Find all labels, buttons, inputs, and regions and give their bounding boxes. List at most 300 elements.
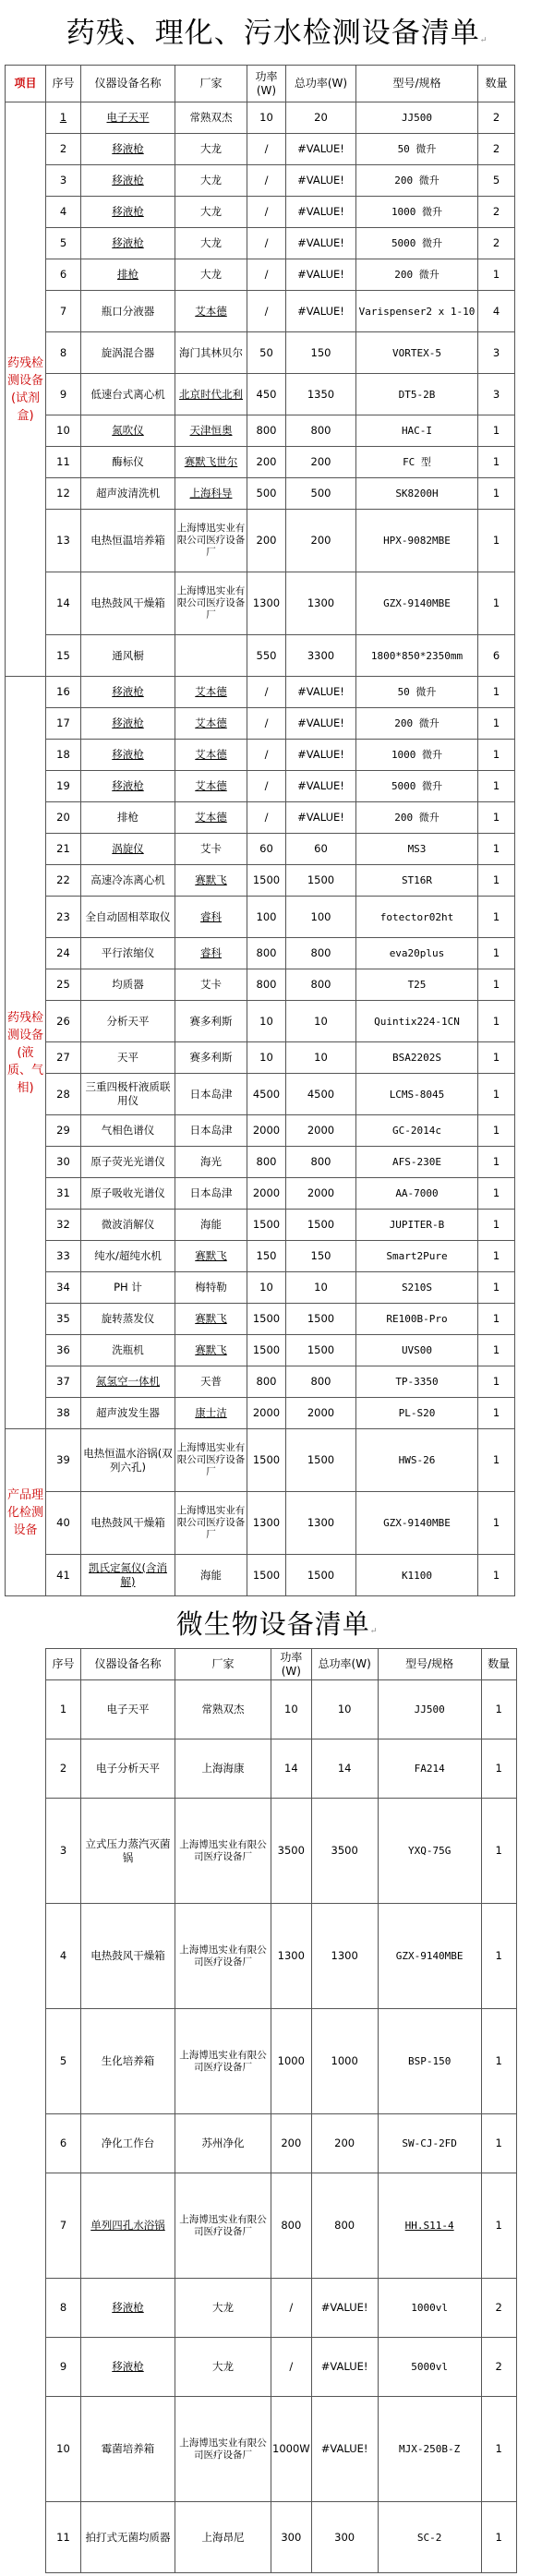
quantity: 2 xyxy=(478,197,515,228)
table-row xyxy=(6,259,515,291)
column-header: 厂家 xyxy=(175,1649,271,1680)
power: / xyxy=(247,259,286,291)
total-power: 1500 xyxy=(286,865,356,897)
total-power: 800 xyxy=(286,1366,356,1398)
power: / xyxy=(247,228,286,259)
manufacturer: 赛默飞 xyxy=(175,865,247,897)
manufacturer: 睿科 xyxy=(175,938,247,969)
model-spec: SW-CJ-2FD xyxy=(378,2114,481,2173)
row-number: 3 xyxy=(46,165,81,197)
row-number: 18 xyxy=(46,740,81,771)
power: / xyxy=(247,197,286,228)
table-row xyxy=(6,102,515,134)
table-row xyxy=(6,1042,515,1074)
equipment-name: 纯水/超纯水机 xyxy=(81,1241,175,1272)
row-number: 30 xyxy=(46,1147,81,1178)
total-power: 3300 xyxy=(286,635,356,677)
table-row xyxy=(6,1555,515,1596)
model-spec: BSP-150 xyxy=(378,2009,481,2114)
total-power: 1300 xyxy=(286,572,356,635)
manufacturer: 上海博迅实业有限公司医疗设备厂 xyxy=(175,1904,271,2009)
model-spec: 5000vl xyxy=(378,2338,481,2397)
manufacturer: 艾卡 xyxy=(175,834,247,865)
manufacturer: 艾本德 xyxy=(175,677,247,708)
table-row xyxy=(6,677,515,708)
row-number: 7 xyxy=(46,291,81,332)
model-spec: TP-3350 xyxy=(356,1366,478,1398)
quantity: 1 xyxy=(478,1429,515,1492)
total-power: 2000 xyxy=(286,1398,356,1429)
equipment-name: 移液枪 xyxy=(81,740,175,771)
quantity: 1 xyxy=(478,1304,515,1335)
quantity: 1 xyxy=(478,969,515,1001)
row-number: 2 xyxy=(46,1739,81,1799)
model-spec: LCMS-8045 xyxy=(356,1074,478,1115)
row-number: 6 xyxy=(46,2114,81,2173)
row-number: 10 xyxy=(46,415,81,447)
total-power: 300 xyxy=(311,2502,378,2573)
equipment-name: 低速台式离心机 xyxy=(81,374,175,415)
total-power: 200 xyxy=(286,447,356,478)
quantity: 1 xyxy=(478,1178,515,1210)
table-row xyxy=(6,771,515,802)
model-spec: RE100B-Pro xyxy=(356,1304,478,1335)
quantity: 1 xyxy=(481,2502,516,2573)
total-power: 4500 xyxy=(286,1074,356,1115)
model-spec: UVS00 xyxy=(356,1335,478,1366)
table-row xyxy=(6,1335,515,1366)
model-spec: Quintix224-1CN xyxy=(356,1001,478,1042)
table-row xyxy=(6,1429,515,1492)
quantity: 1 xyxy=(478,1147,515,1178)
power: 1300 xyxy=(271,1904,312,2009)
row-number: 28 xyxy=(46,1074,81,1115)
manufacturer: 上海博迅实业有限公司医疗设备厂 xyxy=(175,572,247,635)
quantity: 2 xyxy=(481,2279,516,2338)
quantity: 2 xyxy=(478,102,515,134)
model-spec: JJ500 xyxy=(356,102,478,134)
equipment-name: 移液枪 xyxy=(81,165,175,197)
model-spec: 50 微升 xyxy=(356,677,478,708)
equipment-name: 电热恒温水浴锅(双列六孔) xyxy=(81,1429,175,1492)
total-power: #VALUE! xyxy=(286,259,356,291)
row-number: 31 xyxy=(46,1178,81,1210)
quantity: 1 xyxy=(478,1335,515,1366)
model-spec: HPX-9082MBE xyxy=(356,510,478,572)
table-row xyxy=(6,938,515,969)
table-row xyxy=(6,635,515,677)
manufacturer: 天津恒奥 xyxy=(175,415,247,447)
table-row xyxy=(6,802,515,834)
total-power: 150 xyxy=(286,1241,356,1272)
row-number: 8 xyxy=(46,332,81,374)
table-row xyxy=(6,1210,515,1241)
row-number: 23 xyxy=(46,897,81,938)
equipment-name: 全自动固相萃取仪 xyxy=(81,897,175,938)
equipment-name: 单列四孔水浴锅 xyxy=(81,2173,175,2279)
row-number: 4 xyxy=(46,197,81,228)
model-spec: BSA2202S xyxy=(356,1042,478,1074)
manufacturer: 赛多利斯 xyxy=(175,1001,247,1042)
model-spec: 200 微升 xyxy=(356,802,478,834)
model-spec: GC-2014c xyxy=(356,1115,478,1147)
quantity: 1 xyxy=(478,708,515,740)
equipment-name: 移液枪 xyxy=(81,2279,175,2338)
equipment-name: 电热鼓风干燥箱 xyxy=(81,572,175,635)
column-header: 序号 xyxy=(46,66,81,102)
manufacturer: 赛默飞世尔 xyxy=(175,447,247,478)
row-number: 13 xyxy=(46,510,81,572)
model-spec: AA-7000 xyxy=(356,1178,478,1210)
quantity: 1 xyxy=(481,2114,516,2173)
total-power: 100 xyxy=(286,897,356,938)
equipment-name: 洗瓶机 xyxy=(81,1335,175,1366)
equipment-name: 电热恒温培养箱 xyxy=(81,510,175,572)
total-power: 1500 xyxy=(286,1429,356,1492)
manufacturer: 天普 xyxy=(175,1366,247,1398)
model-spec: DT5-2B xyxy=(356,374,478,415)
equipment-name: 酶标仪 xyxy=(81,447,175,478)
model-spec: JUPITER-B xyxy=(356,1210,478,1241)
quantity: 1 xyxy=(478,478,515,510)
table-row xyxy=(46,1904,517,2009)
power: 800 xyxy=(247,415,286,447)
model-spec: HH.S11-4 xyxy=(378,2173,481,2279)
table-row xyxy=(6,969,515,1001)
total-power: #VALUE! xyxy=(286,197,356,228)
row-number: 14 xyxy=(46,572,81,635)
power: / xyxy=(271,2338,312,2397)
model-spec: ST16R xyxy=(356,865,478,897)
quantity: 1 xyxy=(478,1001,515,1042)
total-power: 1500 xyxy=(286,1335,356,1366)
equipment-name: 移液枪 xyxy=(81,771,175,802)
model-spec: MJX-250B-Z xyxy=(378,2397,481,2502)
row-number: 1 xyxy=(46,102,81,134)
row-number: 21 xyxy=(46,834,81,865)
quantity: 1 xyxy=(478,1398,515,1429)
power: 60 xyxy=(247,834,286,865)
table-row xyxy=(6,134,515,165)
equipment-name: 电热鼓风干燥箱 xyxy=(81,1904,175,2009)
power: / xyxy=(247,134,286,165)
model-spec: 1000 微升 xyxy=(356,197,478,228)
quantity: 1 xyxy=(478,415,515,447)
model-spec: HAC-I xyxy=(356,415,478,447)
equipment-name: 净化工作台 xyxy=(81,2114,175,2173)
power: 2000 xyxy=(247,1178,286,1210)
total-power: #VALUE! xyxy=(311,2338,378,2397)
quantity: 1 xyxy=(481,1739,516,1799)
power: 14 xyxy=(271,1739,312,1799)
model-spec: SK8200H xyxy=(356,478,478,510)
table-row xyxy=(6,865,515,897)
power: / xyxy=(247,165,286,197)
manufacturer: 康士洁 xyxy=(175,1398,247,1429)
model-spec: 5000 微升 xyxy=(356,771,478,802)
manufacturer: 上海博迅实业有限公司医疗设备厂 xyxy=(175,1492,247,1555)
model-spec: Varispenser2 x 1-10 xyxy=(356,291,478,332)
table-row xyxy=(46,1739,517,1799)
table-row xyxy=(46,1680,517,1739)
power: / xyxy=(247,291,286,332)
return-mark-icon: ↵ xyxy=(479,36,488,45)
equipment-name: 涡旋仪 xyxy=(81,834,175,865)
table-row xyxy=(6,1272,515,1304)
total-power: #VALUE! xyxy=(286,165,356,197)
row-number: 33 xyxy=(46,1241,81,1272)
row-number: 24 xyxy=(46,938,81,969)
power: 10 xyxy=(247,1001,286,1042)
manufacturer: 上海昂尼 xyxy=(175,2502,271,2573)
quantity: 1 xyxy=(481,1680,516,1739)
model-spec: Smart2Pure xyxy=(356,1241,478,1272)
row-number: 12 xyxy=(46,478,81,510)
equipment-name: 原子荧光光谱仪 xyxy=(81,1147,175,1178)
table-row xyxy=(6,1304,515,1335)
equipment-name: 旋转蒸发仪 xyxy=(81,1304,175,1335)
quantity: 1 xyxy=(478,938,515,969)
total-power: 60 xyxy=(286,834,356,865)
manufacturer: 北京时代北利 xyxy=(175,374,247,415)
quantity: 1 xyxy=(478,1210,515,1241)
column-header: 型号/规格 xyxy=(356,66,478,102)
model-spec: GZX-9140MBE xyxy=(356,572,478,635)
page-title: 药残、理化、污水检测设备清单↵ xyxy=(66,17,488,50)
equipment-name: 移液枪 xyxy=(81,228,175,259)
manufacturer: 海能 xyxy=(175,1210,247,1241)
manufacturer: 上海博迅实业有限公司医疗设备厂 xyxy=(175,2173,271,2279)
column-header: 功率(W) xyxy=(271,1649,312,1680)
equipment-table-1 xyxy=(5,65,515,1596)
equipment-name: 移液枪 xyxy=(81,708,175,740)
power: 1500 xyxy=(247,1335,286,1366)
row-number: 15 xyxy=(46,635,81,677)
equipment-name: 电子天平 xyxy=(81,1680,175,1739)
model-spec: FC 型 xyxy=(356,447,478,478)
quantity: 1 xyxy=(478,1555,515,1596)
total-power: 1500 xyxy=(286,1210,356,1241)
column-header: 仪器设备名称 xyxy=(81,1649,175,1680)
row-number: 38 xyxy=(46,1398,81,1429)
quantity: 1 xyxy=(478,1042,515,1074)
manufacturer: 艾本德 xyxy=(175,708,247,740)
table-row xyxy=(6,374,515,415)
row-number: 7 xyxy=(46,2173,81,2279)
model-spec: 200 微升 xyxy=(356,708,478,740)
row-number: 16 xyxy=(46,677,81,708)
table-row xyxy=(46,1799,517,1904)
manufacturer: 艾本德 xyxy=(175,740,247,771)
row-number: 17 xyxy=(46,708,81,740)
manufacturer: 睿科 xyxy=(175,897,247,938)
power: 10 xyxy=(271,1680,312,1739)
quantity: 1 xyxy=(478,1492,515,1555)
row-number: 36 xyxy=(46,1335,81,1366)
model-spec: 1800*850*2350mm xyxy=(356,635,478,677)
model-spec: MS3 xyxy=(356,834,478,865)
model-spec: GZX-9140MBE xyxy=(356,1492,478,1555)
table-row xyxy=(6,197,515,228)
total-power: #VALUE! xyxy=(286,228,356,259)
quantity: 1 xyxy=(481,1799,516,1904)
equipment-name: 氮氢空一体机 xyxy=(81,1366,175,1398)
total-power: 10 xyxy=(286,1001,356,1042)
manufacturer: 常熟双杰 xyxy=(175,1680,271,1739)
power: 1500 xyxy=(247,1555,286,1596)
quantity: 1 xyxy=(478,865,515,897)
quantity: 1 xyxy=(478,572,515,635)
manufacturer: 赛默飞 xyxy=(175,1335,247,1366)
manufacturer: 日本岛津 xyxy=(175,1178,247,1210)
manufacturer: 海光 xyxy=(175,1147,247,1178)
quantity: 1 xyxy=(478,897,515,938)
total-power: 200 xyxy=(311,2114,378,2173)
total-power: 500 xyxy=(286,478,356,510)
manufacturer: 大龙 xyxy=(175,228,247,259)
column-header: 仪器设备名称 xyxy=(81,66,175,102)
model-spec: fotector02ht xyxy=(356,897,478,938)
power: / xyxy=(247,802,286,834)
power: 800 xyxy=(247,938,286,969)
manufacturer: 上海博迅实业有限公司医疗设备厂 xyxy=(175,510,247,572)
equipment-name: 凯氏定氮仪(含消解) xyxy=(81,1555,175,1596)
equipment-name: 瓶口分液器 xyxy=(81,291,175,332)
table-row xyxy=(6,415,515,447)
column-header: 序号 xyxy=(46,1649,81,1680)
power: 3500 xyxy=(271,1799,312,1904)
model-spec: SC-2 xyxy=(378,2502,481,2573)
manufacturer: 上海博迅实业有限公司医疗设备厂 xyxy=(175,2009,271,2114)
quantity: 3 xyxy=(478,332,515,374)
manufacturer: 艾本德 xyxy=(175,802,247,834)
manufacturer: 艾卡 xyxy=(175,969,247,1001)
table-row xyxy=(6,708,515,740)
quantity: 1 xyxy=(481,2173,516,2279)
model-spec: 200 微升 xyxy=(356,165,478,197)
model-spec: T25 xyxy=(356,969,478,1001)
quantity: 5 xyxy=(478,165,515,197)
table-row xyxy=(46,2338,517,2397)
power: 1000W xyxy=(271,2397,312,2502)
power: 200 xyxy=(271,2114,312,2173)
manufacturer: 大龙 xyxy=(175,134,247,165)
quantity: 1 xyxy=(478,834,515,865)
power: / xyxy=(247,677,286,708)
row-number: 11 xyxy=(46,447,81,478)
manufacturer: 赛默飞 xyxy=(175,1241,247,1272)
table-row xyxy=(46,2114,517,2173)
model-spec: YXQ-75G xyxy=(378,1799,481,1904)
manufacturer: 海能 xyxy=(175,1555,247,1596)
column-header: 厂家 xyxy=(175,66,247,102)
manufacturer: 艾本德 xyxy=(175,291,247,332)
table-row xyxy=(6,1492,515,1555)
row-number: 11 xyxy=(46,2502,81,2573)
power: 100 xyxy=(247,897,286,938)
model-spec: eva20plus xyxy=(356,938,478,969)
total-power: 1000 xyxy=(311,2009,378,2114)
power: 800 xyxy=(247,1366,286,1398)
equipment-name: 均质器 xyxy=(81,969,175,1001)
model-spec: 200 微升 xyxy=(356,259,478,291)
equipment-table-2 xyxy=(45,1648,517,2573)
quantity: 6 xyxy=(478,635,515,677)
quantity: 2 xyxy=(478,228,515,259)
model-spec: 1000 微升 xyxy=(356,740,478,771)
row-number: 10 xyxy=(46,2397,81,2502)
equipment-name: 排枪 xyxy=(81,259,175,291)
total-power: 800 xyxy=(311,2173,378,2279)
power: / xyxy=(247,771,286,802)
column-header: 总功率(W) xyxy=(286,66,356,102)
row-number: 35 xyxy=(46,1304,81,1335)
row-number: 26 xyxy=(46,1001,81,1042)
table-row xyxy=(6,478,515,510)
table-row xyxy=(6,1366,515,1398)
total-power: 200 xyxy=(286,510,356,572)
power: 150 xyxy=(247,1241,286,1272)
total-power: 10 xyxy=(286,1042,356,1074)
equipment-name: 立式压力蒸汽灭菌锅 xyxy=(81,1799,175,1904)
group-label: 药残检测设备(液质、气相) xyxy=(6,677,46,1429)
row-number: 22 xyxy=(46,865,81,897)
power: / xyxy=(247,740,286,771)
equipment-name: 原子吸收光谱仪 xyxy=(81,1178,175,1210)
column-header: 功率(W) xyxy=(247,66,286,102)
power: 200 xyxy=(247,447,286,478)
equipment-name: 移液枪 xyxy=(81,677,175,708)
table-row xyxy=(46,2173,517,2279)
equipment-name: 移液枪 xyxy=(81,2338,175,2397)
table-row xyxy=(6,332,515,374)
column-header: 总功率(W) xyxy=(311,1649,378,1680)
table-row xyxy=(6,834,515,865)
table-row xyxy=(6,510,515,572)
table-row xyxy=(6,165,515,197)
manufacturer: 上海科导 xyxy=(175,478,247,510)
total-power: 2000 xyxy=(286,1178,356,1210)
quantity: 1 xyxy=(481,1904,516,2009)
manufacturer: 大龙 xyxy=(175,197,247,228)
equipment-name: 电热鼓风干燥箱 xyxy=(81,1492,175,1555)
group-label: 产品理化检测设备 xyxy=(6,1429,46,1596)
equipment-name: 通风橱 xyxy=(81,635,175,677)
equipment-name: 氮吹仪 xyxy=(81,415,175,447)
row-number: 3 xyxy=(46,1799,81,1904)
equipment-name: PH 计 xyxy=(81,1272,175,1304)
power: 550 xyxy=(247,635,286,677)
power: 1500 xyxy=(247,1210,286,1241)
row-number: 9 xyxy=(46,2338,81,2397)
total-power: 1350 xyxy=(286,374,356,415)
quantity: 1 xyxy=(478,677,515,708)
power: 1500 xyxy=(247,1429,286,1492)
quantity: 2 xyxy=(478,134,515,165)
total-power: 3500 xyxy=(311,1799,378,1904)
quantity: 1 xyxy=(478,1241,515,1272)
table-row xyxy=(6,740,515,771)
quantity: 1 xyxy=(478,259,515,291)
manufacturer: 日本岛津 xyxy=(175,1074,247,1115)
equipment-name: 霉菌培养箱 xyxy=(81,2397,175,2502)
table-row xyxy=(6,228,515,259)
equipment-name: 气相色谱仪 xyxy=(81,1115,175,1147)
manufacturer: 赛默飞 xyxy=(175,1304,247,1335)
total-power: #VALUE! xyxy=(311,2397,378,2502)
quantity: 2 xyxy=(481,2338,516,2397)
table-row xyxy=(46,2009,517,2114)
